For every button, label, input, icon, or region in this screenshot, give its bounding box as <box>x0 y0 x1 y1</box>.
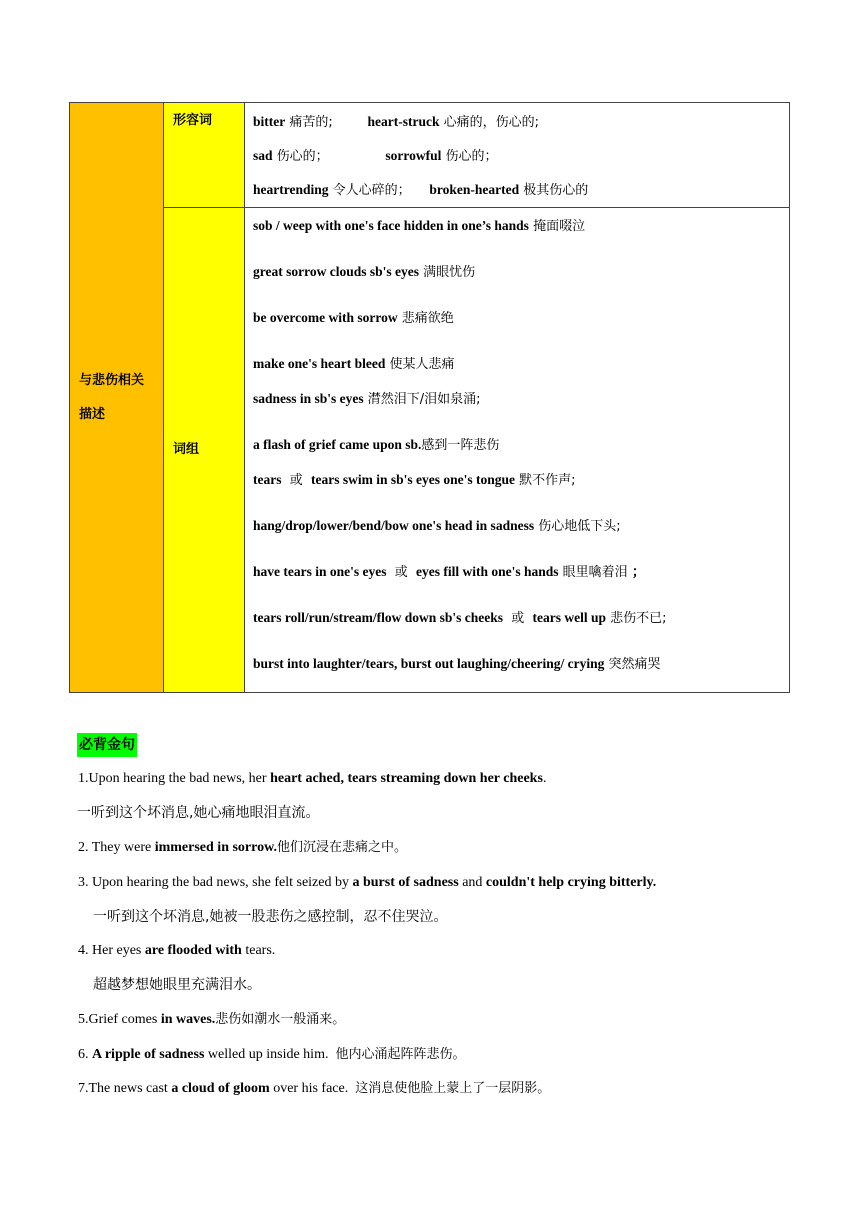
phrases-label: 词组 <box>173 442 200 457</box>
phrase-item: burst into laughter/tears, burst out laughing/cheering/ crying 突然痛哭 <box>253 656 661 672</box>
adjective-line <box>253 113 539 132</box>
adjective-zh: 伤心的； <box>441 149 498 164</box>
adjective-en: heartrending <box>253 182 329 197</box>
adjective-en: heart-struck <box>367 114 440 129</box>
adjective-en: broken-hearted <box>429 182 520 197</box>
section-title: 必背金句 <box>77 733 137 757</box>
sentence-4-translation: 超越梦想她眼里充满泪水。 <box>93 977 261 993</box>
sentence-2: 2. They were immersed in sorrow.他们沉浸在悲痛之中。 <box>78 840 407 855</box>
phrase-item: sob / weep with one's face hidden in one’s hands 掩面啜泣 <box>253 218 586 234</box>
adjective-en: bitter <box>253 114 286 129</box>
phrase-item: be overcome with sorrow 悲痛欲绝 <box>253 310 454 326</box>
adjective-zh: 极其伤心的 <box>519 183 589 198</box>
sentence-1-translation: 一听到这个坏消息,她心痛地眼泪直流。 <box>77 805 320 821</box>
phrase-item: a flash of grief came upon sb.感到一阵悲伤 <box>253 437 500 453</box>
adjectives-label: 形容词 <box>173 113 213 128</box>
category-label <box>70 364 163 432</box>
phrase-item: hang/drop/lower/bend/bow one's head in sadness 伤心地低下头; <box>253 518 621 534</box>
phrase-item: make one's heart bleed 使某人悲痛 <box>253 356 455 372</box>
sentence-4: 4. Her eyes are flooded with tears. <box>78 943 276 958</box>
adjective-en: sad <box>253 148 273 163</box>
phrase-item: tears 或 tears swim in sb's eyes one's tongue 默不作声; <box>253 472 576 488</box>
phrase-item: tears roll/run/stream/flow down sb's cheeks 或 tears well up 悲伤不已; <box>253 610 667 626</box>
adjectives-label-cell <box>164 103 245 208</box>
phrase-item: have tears in one's eyes 或 eyes fill with one's hands 眼里噙着泪 ； <box>253 564 646 580</box>
sentence-5: 5.Grief comes in waves.悲伤如潮水一般涌来。 <box>78 1012 346 1027</box>
adjective-zh: 痛苦的; <box>285 115 333 130</box>
category-label-line2: 描述 <box>79 406 106 422</box>
adjective-zh: 伤心的； <box>272 149 329 164</box>
sentence-3: 3. Upon hearing the bad news, she felt seized by a burst of sadness and couldn't help crying bitterly. <box>78 875 657 890</box>
sentence-1: 1.Upon hearing the bad news, her heart ached, tears streaming down her cheeks. <box>78 771 547 786</box>
adjective-line <box>253 147 498 166</box>
sentence-7: 7.The news cast a cloud of gloom over his face. 这消息使他脸上蒙上了一层阴影。 <box>78 1081 551 1096</box>
category-cell <box>70 103 164 693</box>
phrases-content-cell <box>245 208 790 693</box>
sentence-3-translation: 一听到这个坏消息,她被一股悲伤之感控制，忍不住哭泣。 <box>93 909 448 925</box>
category-label-line1: 与悲伤相关 <box>79 372 145 388</box>
vocabulary-table <box>69 102 790 693</box>
phrase-item: sadness in sb's eyes 潸然泪下/泪如泉涌; <box>253 391 481 407</box>
phrases-label-cell <box>164 208 245 693</box>
adjective-line <box>253 181 588 200</box>
phrase-item: great sorrow clouds sb's eyes 满眼忧伤 <box>253 264 476 280</box>
adjective-zh: 令人心碎的； <box>328 183 411 198</box>
adjective-zh: 心痛的，伤心的; <box>439 115 539 130</box>
adjective-en: sorrowful <box>385 148 442 163</box>
adjectives-content-cell <box>245 103 790 208</box>
sentence-6: 6. A ripple of sadness welled up inside him. 他内心涌起阵阵悲伤。 <box>78 1047 466 1062</box>
